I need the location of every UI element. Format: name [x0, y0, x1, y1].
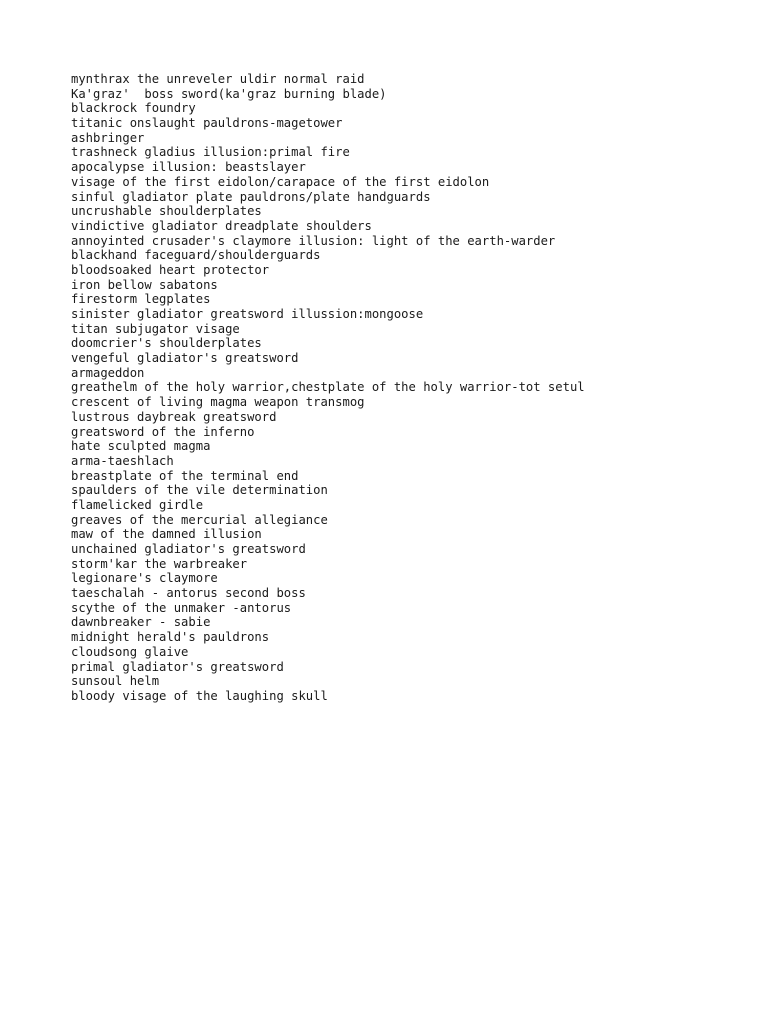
text-line: sinful gladiator plate pauldrons/plate handguards [71, 189, 431, 204]
text-line: greaves of the mercurial allegiance [71, 512, 328, 527]
text-line: breastplate of the terminal end [71, 468, 299, 483]
text-line: arma-taeshlach [71, 453, 174, 468]
text-line: cloudsong glaive [71, 644, 189, 659]
text-line: crescent of living magma weapon transmog [71, 395, 365, 410]
text-line: hate sculpted magma [71, 439, 211, 454]
text-line: uncrushable shoulderplates [71, 204, 262, 219]
text-line: midnight herald's pauldrons [71, 630, 270, 645]
text-line: taeschalah - antorus second boss [71, 586, 306, 601]
text-line: annoyinted crusader's claymore illusion: light of the earth-warder [71, 233, 556, 248]
text-line: dawnbreaker - sabie [71, 615, 211, 630]
text-line: unchained gladiator's greatsword [71, 542, 306, 556]
text-line: blackrock foundry [71, 101, 196, 116]
text-line: visage of the first eidolon/carapace of the first eidolon [71, 174, 490, 189]
text-line: storm'kar the warbreaker [71, 556, 248, 571]
text-line: titan subjugator visage [71, 321, 240, 336]
text-line: iron bellow sabatons [71, 277, 218, 292]
text-line: spaulders of the vile determination [71, 483, 328, 498]
text-line: primal gladiator's greatsword [71, 659, 284, 674]
text-line: titanic onslaught pauldrons-magetower [71, 116, 343, 131]
text-line: apocalypse illusion: beastslayer [71, 160, 306, 175]
text-line: trashneck gladius illusion:primal fire [71, 145, 350, 160]
text-line: bloody visage of the laughing skull [71, 688, 328, 703]
text-line: firestorm legplates [71, 292, 211, 307]
text-line: greathelm of the holy warrior,chestplate of the holy warrior-tot setul [71, 380, 585, 395]
text-line: blackhand faceguard/shoulderguards [71, 248, 321, 263]
text-line: sinister gladiator greatsword illussion:mongoose [71, 307, 424, 321]
text-line: Ka'graz' boss sword(ka'graz burning blade) [71, 86, 387, 101]
text-line: mynthrax the unreveler uldir normal raid [71, 72, 365, 86]
text-line: lustrous daybreak greatsword [71, 409, 277, 424]
text-list [71, 72, 751, 704]
text-line: maw of the damned illusion [71, 527, 262, 542]
text-line: vengeful gladiator's greatsword [71, 351, 299, 366]
text-line: armageddon [71, 365, 145, 380]
text-line: vindictive gladiator dreadplate shoulders [71, 218, 372, 233]
text-line: ashbringer [71, 130, 145, 145]
text-line: scythe of the unmaker -antorus [71, 600, 292, 615]
text-line: bloodsoaked heart protector [71, 262, 270, 277]
text-line: sunsoul helm [71, 674, 160, 689]
text-line: greatsword of the inferno [71, 424, 255, 439]
text-line: doomcrier's shoulderplates [71, 336, 262, 351]
text-line: flamelicked girdle [71, 497, 204, 512]
text-line: legionare's claymore [71, 571, 218, 586]
